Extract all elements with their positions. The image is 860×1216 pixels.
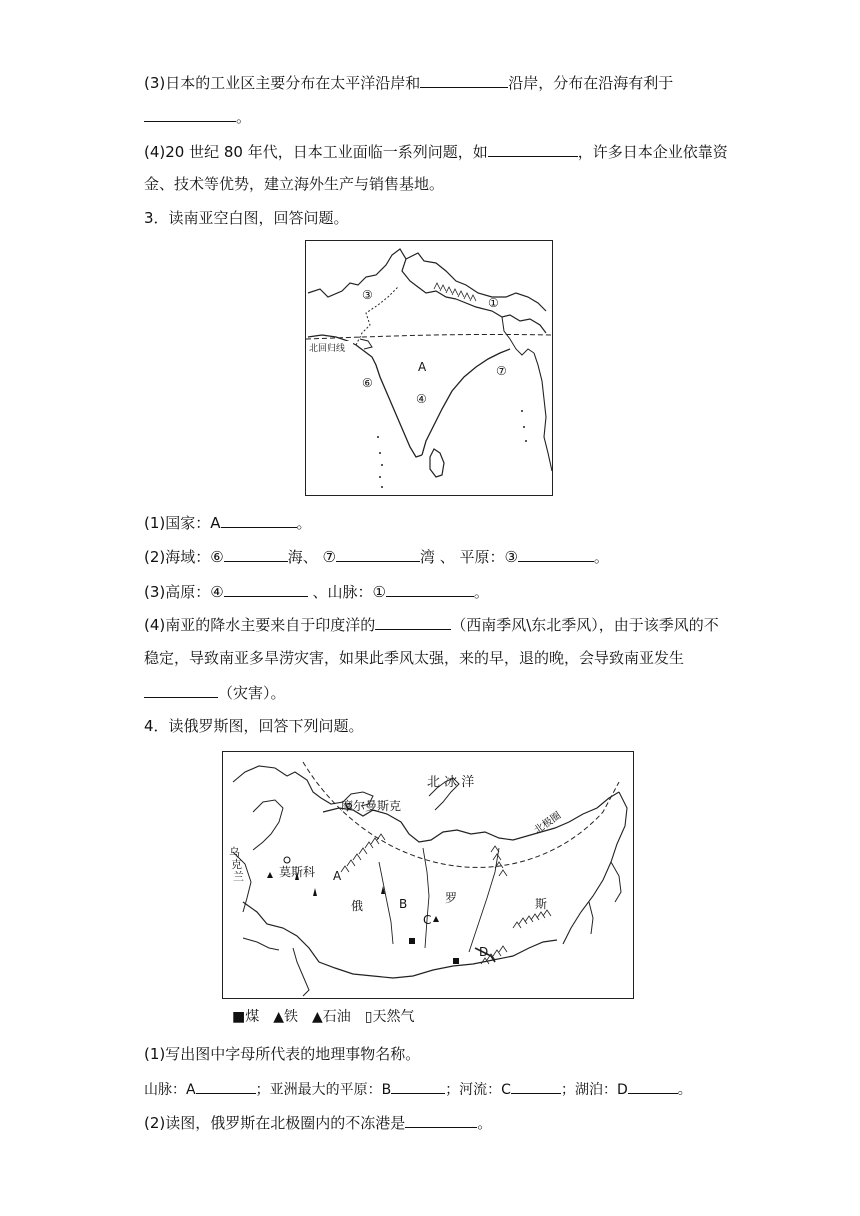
iron-symbol bbox=[433, 916, 439, 922]
ukraine-label-3: 兰 bbox=[233, 870, 244, 883]
answer-blank[interactable] bbox=[196, 1078, 256, 1094]
q3-sub2-text-c: 湾 、 平原：③ bbox=[419, 548, 518, 566]
answer-blank[interactable] bbox=[375, 614, 451, 630]
arctic-ocean-label: 北 冰 洋 bbox=[427, 775, 475, 790]
map-marker-1: ① bbox=[488, 296, 499, 310]
q2-part3-text-b: 沿岸，分布在沿海有利于 bbox=[508, 74, 674, 92]
q4-mountain-text: 山脉：A bbox=[144, 1082, 196, 1098]
q4-sub2 bbox=[144, 1112, 492, 1133]
q4-sub2-text: (2)读图，俄罗斯在北极圈内的不冻港是 bbox=[144, 1114, 406, 1132]
russia-map bbox=[222, 751, 634, 999]
arctic-circle-label: 北极圈 bbox=[532, 810, 564, 837]
legend-oil: ▲石油 bbox=[312, 1009, 351, 1025]
q2-part4-text-b: ，许多日本企业依靠资 bbox=[577, 143, 728, 161]
south-asia-map-drawing bbox=[306, 241, 552, 495]
q2-part4-text-c: 金、技术等优势，建立海外生产与销售基地。 bbox=[144, 175, 445, 193]
answer-blank[interactable] bbox=[391, 1078, 445, 1094]
q2-part3-text-a: (3)日本的工业区主要分布在太平洋沿岸和 bbox=[144, 74, 421, 92]
q3-sub3 bbox=[144, 581, 489, 602]
ukraine-label-1: 乌 bbox=[229, 846, 240, 859]
map-letter-b: B bbox=[399, 897, 408, 911]
q4-plain-text: ；亚洲最大的平原：B bbox=[255, 1082, 392, 1098]
answer-blank[interactable] bbox=[144, 106, 236, 122]
answer-blank[interactable] bbox=[628, 1078, 678, 1094]
russia-map-drawing bbox=[223, 752, 633, 998]
coal-symbol bbox=[409, 938, 415, 944]
tropic-of-cancer-line bbox=[306, 334, 552, 339]
q3-sub1-end: 。 bbox=[296, 514, 312, 532]
ukraine-label-2: 克 bbox=[231, 858, 242, 871]
q4-sub2-end: 。 bbox=[477, 1114, 493, 1132]
answer-blank[interactable] bbox=[224, 546, 288, 562]
coal-symbol bbox=[453, 958, 459, 964]
iron-symbol bbox=[267, 872, 273, 878]
q3-sub1-text: (1)国家：A bbox=[144, 514, 221, 532]
q3-sub2 bbox=[144, 546, 609, 567]
map-marker-7: ⑦ bbox=[496, 364, 507, 378]
q3-sub4-text-b: （西南季风\东北季风），由于该季风的不 bbox=[451, 616, 719, 634]
legend-gas: ▯天然气 bbox=[364, 1009, 415, 1025]
oil-symbol bbox=[313, 888, 317, 896]
q3-sub4 bbox=[144, 614, 719, 635]
legend-coal: ■煤 bbox=[232, 1009, 260, 1025]
answer-blank[interactable] bbox=[405, 1112, 477, 1128]
answer-blank[interactable] bbox=[511, 1078, 561, 1094]
q4-lake-text: ；湖泊：D bbox=[560, 1082, 628, 1098]
russia-label-luo: 罗 bbox=[445, 891, 458, 905]
q2-part3-line bbox=[144, 72, 673, 93]
russia-label-si: 斯 bbox=[535, 897, 548, 911]
ob-river bbox=[379, 862, 393, 944]
q2-part4-text-a: (4)20 世纪 80 年代，日本工业面临一系列问题，如 bbox=[144, 143, 488, 161]
tropic-label: 北回归线 bbox=[309, 344, 346, 354]
q2-part3-line2 bbox=[144, 106, 251, 127]
south-asia-map bbox=[305, 240, 553, 496]
russia-label-e: 俄 bbox=[351, 899, 364, 913]
q3-sub4-line2: 稳定，导致南亚多旱涝灾害，如果此季风太强，来的早，退的晚，会导致南亚发生 bbox=[144, 649, 685, 667]
moscow-symbol bbox=[284, 857, 290, 863]
legend-iron: ▲铁 bbox=[273, 1009, 299, 1025]
answer-blank[interactable] bbox=[420, 72, 508, 88]
russia-map-legend bbox=[232, 1008, 429, 1026]
q2-part3-text-c: 。 bbox=[236, 108, 252, 126]
q3-sub3-end: 。 bbox=[473, 583, 489, 601]
q3-sub2-text-a: (2)海域：⑥ bbox=[144, 548, 224, 566]
q4-sub1-end: 。 bbox=[677, 1082, 692, 1098]
answer-blank[interactable] bbox=[488, 141, 578, 157]
map-marker-4: ④ bbox=[416, 392, 427, 406]
q3-sub2-end: 。 bbox=[593, 548, 609, 566]
q2-part4-line bbox=[144, 141, 728, 162]
answer-blank[interactable] bbox=[518, 546, 594, 562]
map-marker-3: ③ bbox=[362, 288, 373, 302]
answer-blank[interactable] bbox=[224, 581, 308, 597]
moscow-label: 莫斯科 bbox=[279, 865, 316, 879]
map-letter-a: A bbox=[333, 869, 342, 883]
q4-sub1-answers bbox=[144, 1078, 692, 1100]
map-marker-a: A bbox=[418, 360, 427, 374]
q3-sub4-line3 bbox=[144, 682, 286, 703]
q3-sub3-text-a: (3)高原：④ bbox=[144, 583, 224, 601]
q3-sub3-text-b: 、山脉：① bbox=[307, 583, 386, 601]
murmansk-label: 摩尔曼斯克 bbox=[341, 799, 402, 813]
answer-blank[interactable] bbox=[386, 581, 474, 597]
answer-blank[interactable] bbox=[336, 546, 420, 562]
q3-sub1 bbox=[144, 512, 312, 533]
answer-blank[interactable] bbox=[221, 512, 297, 528]
q4-title: 4．读俄罗斯图，回答下列问题。 bbox=[144, 717, 364, 735]
yenisei-river bbox=[423, 848, 432, 948]
map-letter-c: C bbox=[423, 913, 432, 927]
q3-sub4-text-d: （灾害）。 bbox=[218, 684, 286, 702]
lena-river bbox=[469, 848, 499, 952]
map-letter-d: D bbox=[479, 945, 489, 959]
q3-sub4-text-a: (4)南亚的降水主要来自于印度洋的 bbox=[144, 616, 376, 634]
q4-river-text: ；河流：C bbox=[445, 1082, 511, 1098]
q3-sub2-text-b: 海、 ⑦ bbox=[287, 548, 336, 566]
q2-part4-line2 bbox=[144, 174, 444, 194]
q4-sub1: (1)写出图中字母所代表的地理事物名称。 bbox=[144, 1045, 421, 1063]
answer-blank[interactable] bbox=[144, 682, 218, 698]
q3-title: 3．读南亚空白图，回答问题。 bbox=[144, 209, 349, 227]
map-marker-6: ⑥ bbox=[362, 376, 373, 390]
